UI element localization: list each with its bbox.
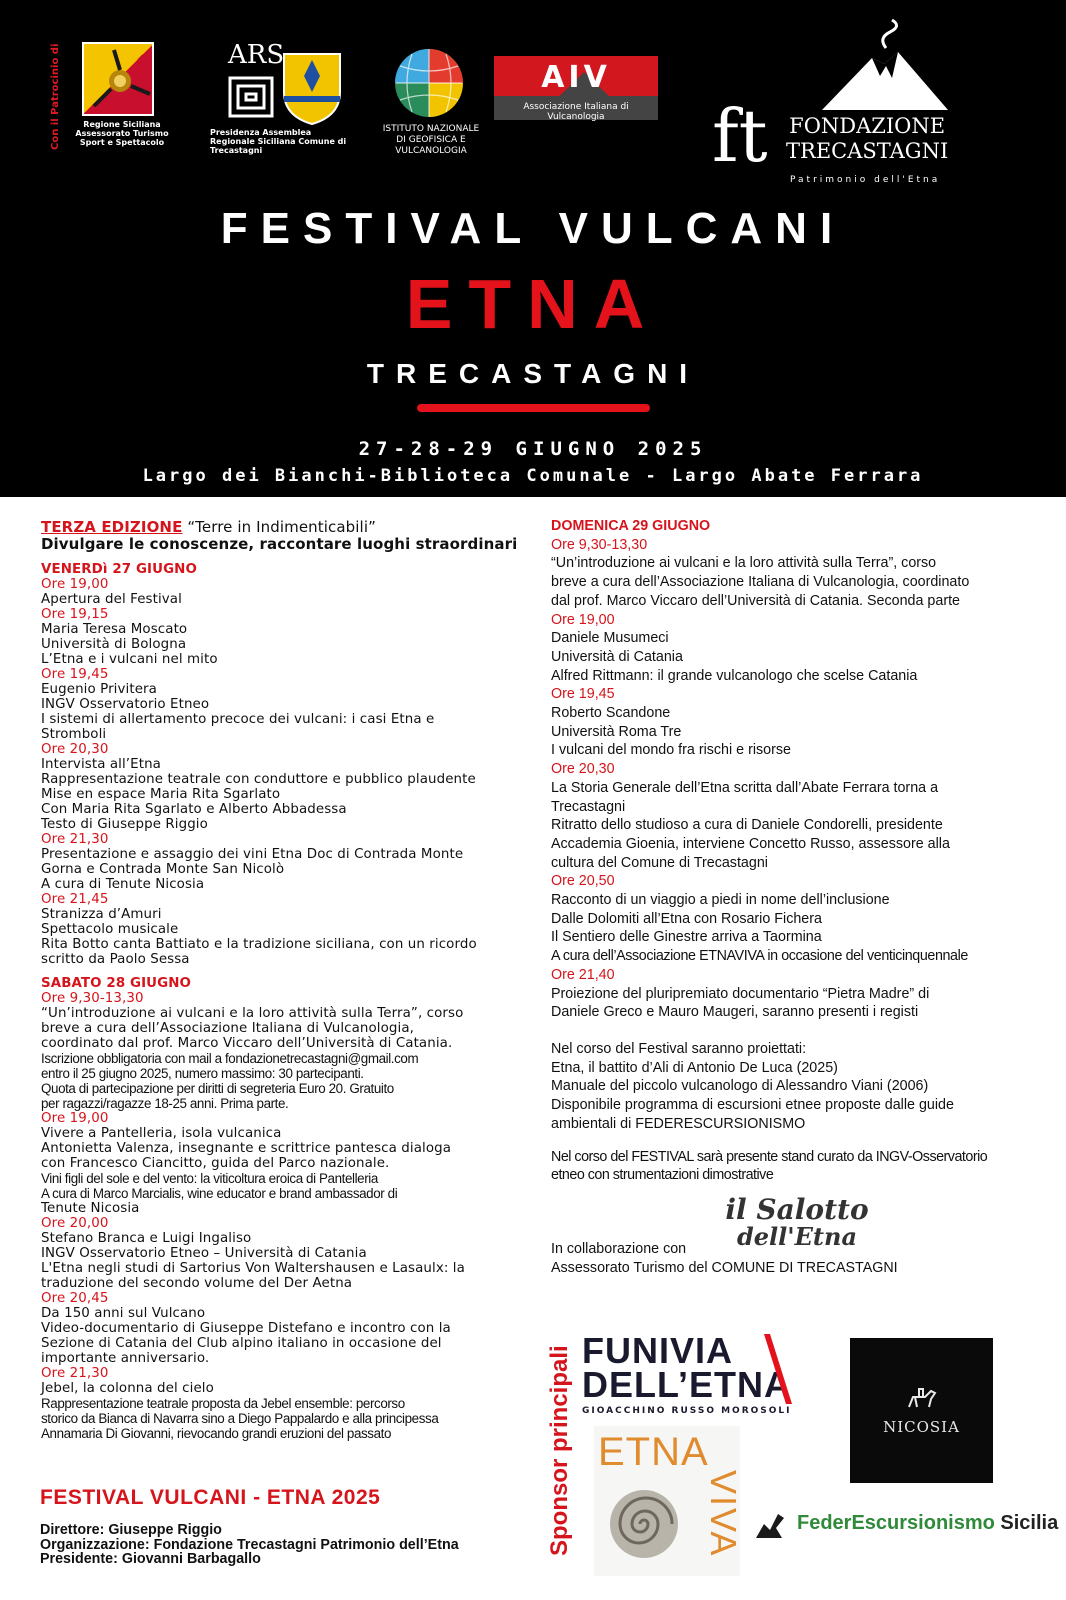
collaboration-line2: Assessorato Turismo del COMUNE DI TRECASTAGNI	[551, 1260, 898, 1276]
program-line: L’Etna e i vulcani nel mito	[41, 652, 218, 667]
program-line: Presentazione e assaggio dei vini Etna Doc di Contrada Monte	[41, 847, 464, 862]
program-line: Rita Botto canta Battiato e la tradizione siciliana, con un ricordo	[41, 937, 477, 952]
program-line: Trecastagni	[551, 798, 626, 815]
aiv-logo-text: AIV	[541, 60, 611, 95]
program-line: Spettacolo musicale	[41, 922, 179, 937]
program-line: Etna, il battito d’Ali di Antonio De Luca (2025)	[551, 1059, 838, 1076]
program-line: traduzione del secondo volume del Der Aetna	[41, 1276, 353, 1291]
program-line: Proiezione del pluripremiato documentario “Pietra Madre” di	[551, 985, 930, 1002]
time-slot: Ore 20,30	[551, 761, 615, 778]
program-line: Roberto Scandone	[551, 705, 671, 722]
ars-crest-icon	[278, 46, 346, 126]
credit-president: Presidente: Giovanni Barbagallo	[40, 1551, 261, 1567]
program-line: Jebel, la colonna del cielo	[41, 1381, 214, 1396]
program-line: Rappresentazione teatrale proposta da Jebel ensemble: percorso	[41, 1396, 405, 1411]
sponsor-label: Sponsor principali	[546, 1345, 573, 1557]
federescursionismo-logo	[797, 1512, 1058, 1535]
program-line: Da 150 anni sul Vulcano	[41, 1306, 206, 1321]
header-banner	[0, 0, 1066, 497]
credit-organization: Organizzazione: Fondazione Trecastagni Patrimonio dell’Etna	[40, 1536, 459, 1553]
program-line: INGV Osservatorio Etneo	[41, 697, 210, 712]
program-right-column	[551, 517, 1041, 1185]
program-line: Eugenio Privitera	[41, 682, 157, 697]
program-line: storico da Bianca di Navarra sino a Diego Pappalardo e alla principessa	[41, 1411, 439, 1426]
federescursionismo-hiker-icon	[752, 1510, 788, 1540]
funivia-line2: DELL’ETNA	[582, 1364, 792, 1405]
ars-knot-icon	[224, 72, 278, 122]
time-slot: Ore 20,30	[41, 742, 109, 757]
etna-title: ETNA	[405, 265, 661, 343]
edition-subtitle: Divulgare le conoscenze, raccontare luoghi straordinari	[41, 535, 518, 553]
program-line: cultura del Comune di Trecastagni	[551, 854, 768, 871]
program-left-column	[41, 519, 521, 1441]
program-line: Apertura del Festival	[41, 592, 182, 607]
fondazione-ft-mark: ft	[712, 94, 768, 178]
program-line: Testo di Giuseppe Riggio	[41, 817, 208, 832]
program-line: Alfred Rittmann: il grande vulcanologo che scelse Catania	[551, 667, 918, 684]
program-line: coordinato dal prof. Marco Viccaro dell’Università di Catania.	[41, 1036, 453, 1051]
etnaviva-etna-text: ETNA	[598, 1430, 709, 1474]
program-line: Università di Catania	[551, 648, 683, 665]
program-line: Antonietta Valenza, insegnante e scrittrice pantesca dialoga	[41, 1141, 452, 1156]
regione-siciliana-logo	[82, 42, 154, 116]
program-line: Sezione di Catania del Club alpino italiano in occasione del	[41, 1336, 442, 1351]
nicosia-text: NICOSIA	[883, 1418, 960, 1436]
program-line: A cura di Marco Marcialis, wine educator e brand ambassador di	[41, 1186, 398, 1201]
program-line: con Francesco Ciancitto, guida del Parco nazionale.	[41, 1156, 390, 1171]
program-line: I vulcani del mondo fra rischi e risorse	[551, 742, 791, 759]
patrocinio-label: Con il Patrocinio di	[50, 43, 61, 150]
program-line: INGV Osservatorio Etneo – Università di Catania	[41, 1246, 367, 1261]
time-slot: Ore 20,50	[551, 873, 615, 890]
program-line: Stromboli	[41, 727, 107, 742]
time-slot: Ore 19,15	[41, 607, 109, 622]
ingv-caption: ISTITUTO NAZIONALE DI GEOFISICA E VULCANOLOGIA	[382, 124, 480, 156]
salotto-line2: dell'Etna	[736, 1222, 857, 1251]
time-slot: Ore 19,45	[551, 686, 615, 703]
program-line: Daniele Musumeci	[551, 630, 669, 647]
domenica-program	[551, 536, 1041, 1022]
program-line: scritto da Paolo Sessa	[41, 952, 190, 967]
ingv-globe-icon	[392, 46, 466, 120]
trinacria-icon	[84, 44, 156, 118]
festival-dates: 27-28-29 GIUGNO 2025	[358, 438, 708, 460]
program-line: Università Roma Tre	[551, 723, 682, 740]
program-line: Rappresentazione teatrale con conduttore e pubblico plaudente	[41, 772, 476, 787]
feder-region-text: Sicilia	[1000, 1512, 1059, 1534]
festival-location: Largo dei Bianchi-Biblioteca Comunale - Largo Abate Ferrara	[142, 466, 924, 486]
program-line: importante anniversario.	[41, 1351, 210, 1366]
title-divider	[417, 404, 650, 412]
ammonite-icon	[606, 1484, 682, 1564]
program-line: dal prof. Marco Viccaro dell’Università di Catania. Seconda parte	[551, 592, 960, 609]
salotto-line1: il Salotto	[725, 1193, 869, 1226]
program-line: Daniele Greco e Mauro Maugeri, saranno presenti i registi	[551, 1004, 919, 1021]
program-line: Vivere a Pantelleria, isola vulcanica	[41, 1126, 282, 1141]
time-slot: Ore 9,30-13,30	[551, 536, 648, 553]
time-slot: Ore 19,45	[41, 667, 109, 682]
projections-note	[551, 1040, 1041, 1134]
credit-director: Direttore: Giuseppe Riggio	[40, 1522, 222, 1538]
day-heading-sabato: SABATO 28 GIUGNO	[41, 976, 192, 991]
edition-row	[41, 519, 521, 536]
program-line: Accademia Gioenia, interviene Concetto Russo, assessore alla	[551, 835, 950, 852]
footer-credits	[40, 1523, 459, 1567]
program-line: A cura di Tenute Nicosia	[41, 877, 205, 892]
program-line: Annamaria Di Giovanni, rievocando grandi eruzioni del passato	[41, 1426, 392, 1441]
etna-mountain-icon	[820, 18, 950, 118]
program-line: Manuale del piccolo vulcanologo di Alessandro Viani (2006)	[551, 1078, 929, 1095]
festival-title: FESTIVAL VULCANI	[220, 204, 846, 253]
program-line: La Storia Generale dell’Etna scritta dall’Abate Ferrara torna a	[551, 779, 939, 796]
time-slot: Ore 21,40	[551, 966, 615, 983]
time-slot: Ore 9,30-13,30	[41, 991, 144, 1006]
program-line: Mise en espace Maria Rita Sgarlato	[41, 787, 281, 802]
program-line: L'Etna negli studi di Sartorius Von Waltershausen e Lasaulx: la	[41, 1261, 465, 1276]
program-line: Maria Teresa Moscato	[41, 622, 188, 637]
trecastagni-title: TRECASTAGNI	[366, 358, 700, 389]
funivia-line1: FUNIVIA	[582, 1330, 733, 1371]
program-line: Quota di partecipazione per diritti di segreteria Euro 20. Gratuito	[41, 1081, 394, 1096]
program-line: entro il 25 giugno 2025, numero massimo: 30 partecipanti.	[41, 1066, 364, 1081]
aiv-logo	[494, 56, 658, 120]
program-line: breve a cura dell’Associazione Italiana di Vulcanologia,	[41, 1021, 414, 1036]
time-slot: Ore 20,00	[41, 1216, 109, 1231]
program-line: etneo con strumentazioni dimostrative	[551, 1167, 774, 1184]
program-line: Video-documentario di Giuseppe Distefano e incontro con la	[41, 1321, 451, 1336]
footer-festival-title: FESTIVAL VULCANI - ETNA 2025	[40, 1486, 381, 1509]
program-line: Vini figli del sole e del vento: la viticoltura eroica di Pantelleria	[41, 1171, 378, 1186]
program-line: A cura dell’Associazione ETNAVIVA in occasione del venticinquennale	[551, 948, 968, 965]
edition-label: TERZA EDIZIONE	[41, 518, 183, 536]
program-line: I sistemi di allertamento precoce dei vulcani: i casi Etna e	[41, 712, 435, 727]
fondazione-subtitle: Patrimonio dell'Etna	[790, 175, 941, 185]
venerdi-program	[41, 577, 521, 967]
program-line: Racconto di un viaggio a piedi in nome dell’inclusione	[551, 892, 890, 909]
time-slot: Ore 21,30	[41, 1366, 109, 1381]
horse-rider-icon	[905, 1385, 939, 1411]
aiv-caption: Associazione Italiana di Vulcanologia	[523, 102, 629, 122]
time-slot: Ore 19,00	[41, 1111, 109, 1126]
feder-main-text: FederEscursionismo	[797, 1512, 995, 1534]
fondazione-name: FONDAZIONE TRECASTAGNI	[786, 114, 949, 163]
time-slot: Ore 19,00	[551, 611, 615, 628]
program-line: breve a cura dell’Associazione Italiana di Vulcanologia, coordinato	[551, 574, 970, 591]
program-line: Gorna e Contrada Monte San Nicolò	[41, 862, 285, 877]
program-line: “Un’introduzione ai vulcani e la loro attività sulla Terra”, corso	[41, 1006, 464, 1021]
program-line: Con Maria Rita Sgarlato e Alberto Abbadessa	[41, 802, 347, 817]
program-line: Stefano Branca e Luigi Ingaliso	[41, 1231, 252, 1246]
time-slot: Ore 20,45	[41, 1291, 109, 1306]
program-line: Ritratto dello studioso a cura di Daniele Condorelli, presidente	[551, 817, 943, 834]
time-slot: Ore 19,00	[41, 577, 109, 592]
etnaviva-viva-text: VIVA	[703, 1470, 744, 1558]
time-slot: Ore 21,45	[41, 892, 109, 907]
program-line: ambientali di FEDERESCURSIONISMO	[551, 1115, 806, 1132]
program-line: Stranizza d’Amuri	[41, 907, 162, 922]
program-line: Il Sentiero delle Ginestre arriva a Taormina	[551, 929, 822, 946]
program-line: Dalle Dolomiti all’Etna con Rosario Fichera	[551, 910, 822, 927]
program-line: Nel corso del FESTIVAL sarà presente stand curato da INGV-Osservatorio	[551, 1148, 988, 1165]
program-line: Tenute Nicosia	[41, 1201, 140, 1216]
collaboration-line1: In collaborazione con	[551, 1241, 687, 1257]
ars-logo-text: ARS	[228, 40, 285, 70]
program-line: Università di Bologna	[41, 637, 187, 652]
day-heading-domenica: DOMENICA 29 GIUGNO	[551, 518, 711, 534]
sabato-program	[41, 991, 521, 1441]
regione-caption: Regione Siciliana Assessorato Turismo Sport e Spettacolo	[75, 120, 169, 147]
day-heading-venerdi: VENERDì 27 GIUGNO	[41, 562, 197, 577]
collaboration-note	[551, 1240, 898, 1278]
program-line: Disponibile programma di escursioni etnee proposte dalle guide	[551, 1097, 954, 1114]
ars-caption: Presidenza Assemblea Regionale Siciliana Comune di Trecastagni	[210, 128, 347, 155]
program-line: Nel corso del Festival saranno proiettati:	[551, 1040, 807, 1057]
program-line: Iscrizione obbligatoria con mail a fondazionetrecastagni@gmail.com	[41, 1051, 419, 1066]
funivia-line3: GIOACCHINO RUSSO MOROSOLI	[582, 1406, 792, 1416]
time-slot: Ore 21,30	[41, 832, 109, 847]
program-line: “Un’introduzione ai vulcani e la loro attività sulla Terra”, corso	[551, 555, 937, 572]
edition-motto: “Terre in Indimenticabili”	[187, 518, 376, 536]
program-line: Intervista all’Etna	[41, 757, 161, 772]
ingv-stand-note	[551, 1148, 1041, 1185]
program-line: per ragazzi/ragazze 18-25 anni. Prima parte.	[41, 1096, 289, 1111]
